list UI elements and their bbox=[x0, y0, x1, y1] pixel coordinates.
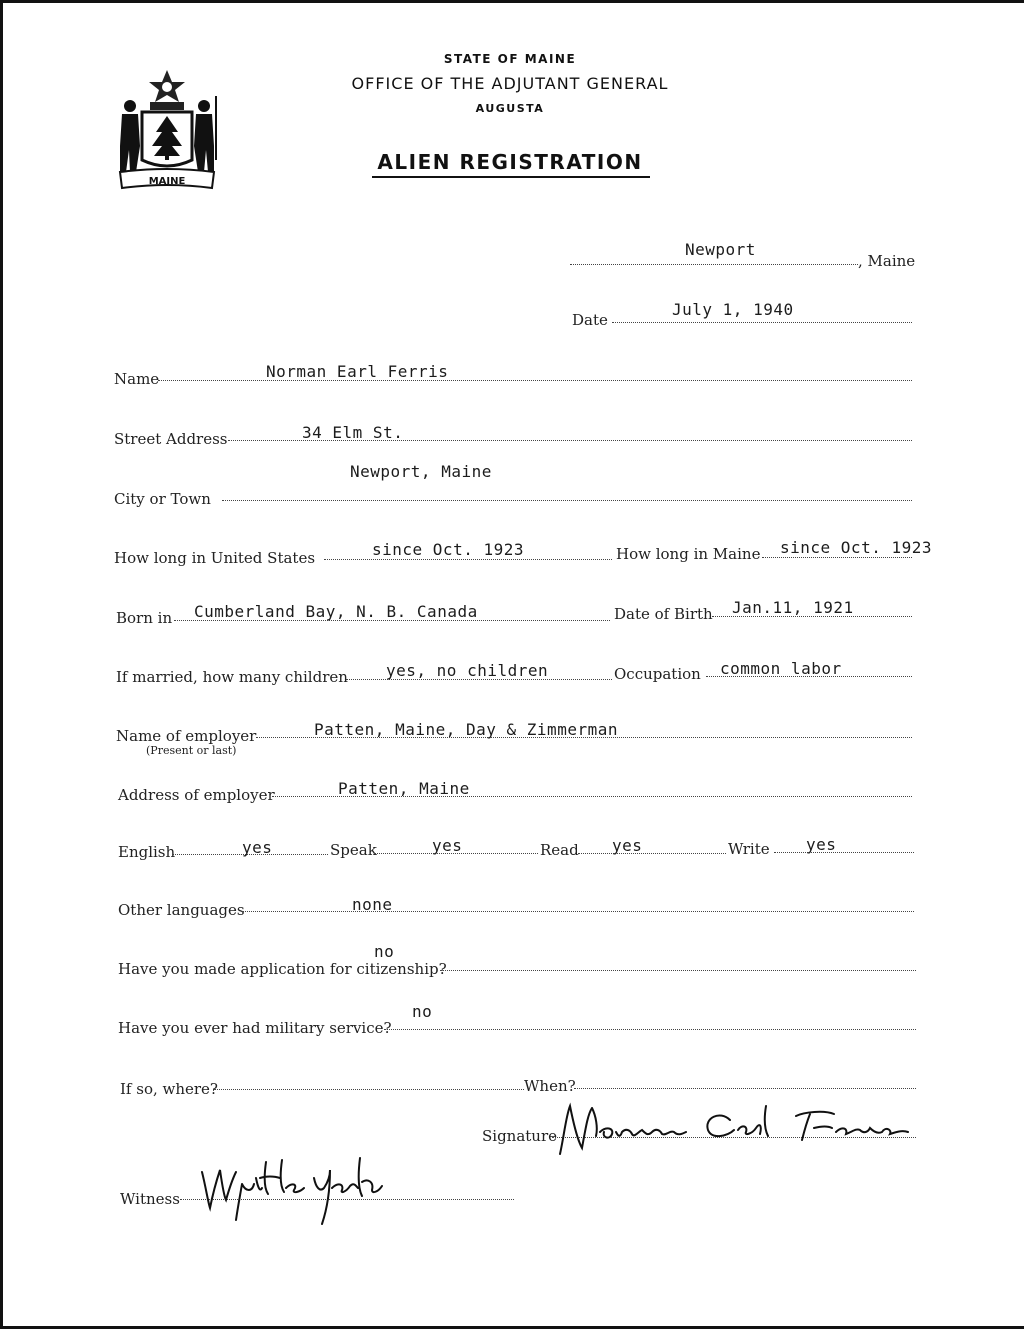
write-value: yes bbox=[806, 835, 837, 854]
us-duration-value: since Oct. 1923 bbox=[372, 540, 524, 559]
place-value: Newport bbox=[685, 240, 756, 259]
title-underline bbox=[372, 176, 650, 178]
other-languages-value: none bbox=[352, 895, 393, 914]
header-office: OFFICE OF THE ADJUTANT GENERAL bbox=[351, 74, 669, 93]
english-label: English bbox=[118, 843, 176, 861]
city-line bbox=[222, 500, 912, 501]
employer-sublabel: (Present or last) bbox=[146, 744, 237, 757]
when-label: When? bbox=[524, 1077, 576, 1095]
read-label: Read bbox=[540, 841, 579, 859]
born-label: Born in bbox=[116, 609, 173, 627]
date-value: July 1, 1940 bbox=[672, 300, 794, 319]
married-value: yes, no children bbox=[386, 661, 549, 680]
state-seal-icon bbox=[112, 68, 222, 190]
where-label: If so, where? bbox=[120, 1080, 218, 1098]
employer-value: Patten, Maine, Day & Zimmerman bbox=[314, 720, 618, 739]
date-label: Date bbox=[572, 311, 608, 329]
us-duration-line bbox=[324, 559, 612, 560]
write-line bbox=[774, 852, 914, 853]
page-border-left bbox=[0, 0, 3, 1329]
page-border-top bbox=[0, 0, 1024, 3]
us-duration-label: How long in United States bbox=[114, 549, 316, 567]
city-value: Newport, Maine bbox=[350, 462, 492, 481]
speak-label: Speak bbox=[330, 841, 377, 859]
employer-label: Name of employer bbox=[116, 727, 257, 745]
signature-label: Signature bbox=[482, 1127, 558, 1145]
born-value: Cumberland Bay, N. B. Canada bbox=[194, 602, 478, 621]
form-title: ALIEN REGISTRATION bbox=[377, 150, 643, 174]
maine-duration-label: How long in Maine bbox=[616, 545, 761, 563]
place-line bbox=[570, 264, 858, 265]
employer-address-label: Address of employer bbox=[118, 786, 275, 804]
signature-handwriting bbox=[552, 1096, 916, 1166]
seal-text: MAINE bbox=[148, 176, 186, 187]
english-value: yes bbox=[242, 838, 273, 857]
maine-duration-line bbox=[762, 557, 912, 558]
date-line bbox=[612, 322, 912, 323]
city-label: City or Town bbox=[114, 490, 211, 508]
citizenship-label: Have you made application for citizenship? bbox=[118, 960, 447, 978]
name-label: Name bbox=[114, 370, 160, 388]
write-label: Write bbox=[728, 840, 770, 858]
read-value: yes bbox=[612, 836, 643, 855]
speak-value: yes bbox=[432, 836, 463, 855]
occupation-value: common labor bbox=[720, 659, 842, 678]
witness-label: Witness bbox=[120, 1190, 180, 1208]
read-line bbox=[578, 853, 726, 854]
maine-duration-value: since Oct. 1923 bbox=[780, 538, 932, 557]
dob-label: Date of Birth bbox=[614, 605, 713, 623]
other-languages-line bbox=[242, 911, 914, 912]
street-label: Street Address bbox=[114, 430, 228, 448]
citizenship-line bbox=[440, 970, 916, 971]
citizenship-value: no bbox=[374, 942, 395, 961]
military-label: Have you ever had military service? bbox=[118, 1019, 392, 1037]
header-state: STATE OF MAINE bbox=[443, 52, 577, 66]
place-suffix: , Maine bbox=[858, 252, 916, 270]
when-line bbox=[574, 1088, 916, 1089]
header-city: AUGUSTA bbox=[475, 102, 545, 115]
military-value: no bbox=[412, 1002, 433, 1021]
employer-address-value: Patten, Maine bbox=[338, 779, 470, 798]
military-line bbox=[384, 1029, 916, 1030]
where-line bbox=[214, 1089, 524, 1090]
witness-handwriting bbox=[196, 1148, 396, 1232]
occupation-label: Occupation bbox=[614, 665, 701, 683]
married-label: If married, how many children bbox=[116, 668, 348, 686]
street-value: 34 Elm St. bbox=[302, 423, 404, 442]
dob-value: Jan.11, 1921 bbox=[732, 598, 854, 617]
other-languages-label: Other languages bbox=[118, 901, 245, 919]
name-value: Norman Earl Ferris bbox=[266, 362, 449, 381]
